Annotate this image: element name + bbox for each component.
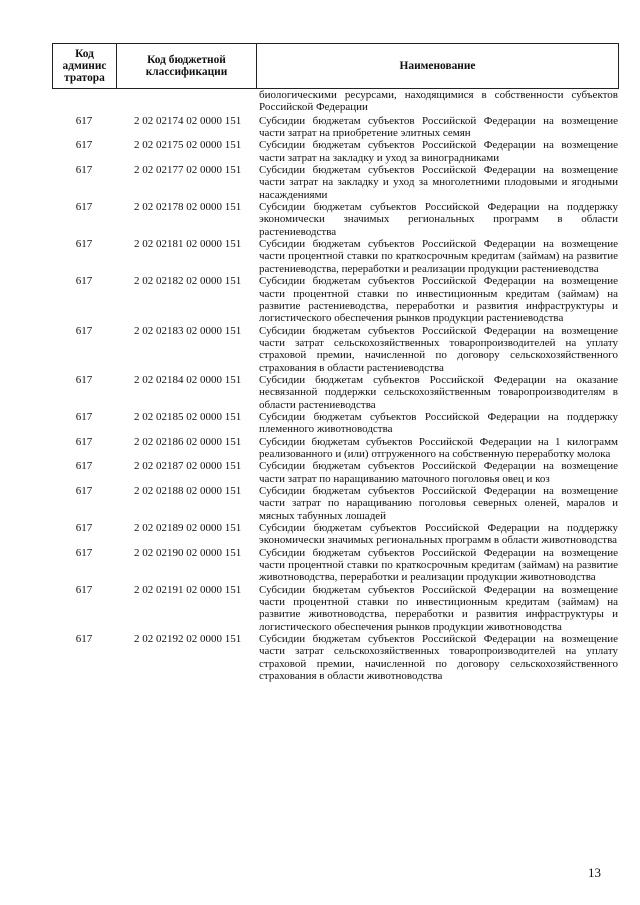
name-cell: Субсидии бюджетам субъектов Российской Федерации на возмещение части процентной ставки по краткосрочным кредитам (займам) на развитие растениеводства, переработки и реализации продукции растениеводства — [259, 238, 618, 275]
name-cell: Субсидии бюджетам субъектов Российской Федерации на оказание несвязанной поддержки сельскохозяйственным товаропроизводителям в области растениеводства — [259, 373, 618, 411]
table-row — [52, 325, 618, 374]
admin-code-cell: 617 — [75, 275, 93, 288]
table-row — [52, 201, 618, 238]
admin-code-cell: 617 — [75, 238, 93, 251]
table-row — [52, 460, 618, 485]
admin-code-cell: 617 — [75, 139, 93, 152]
admin-code-cell: 617 — [75, 164, 93, 177]
admin-code-cell: 617 — [75, 522, 93, 535]
table-row — [52, 374, 618, 411]
budget-code-cell: 2 02 02177 02 0000 151 — [134, 164, 242, 177]
table-row — [52, 164, 618, 201]
budget-code-cell: 2 02 02175 02 0000 151 — [134, 139, 242, 152]
table-row-continuation — [52, 89, 618, 115]
budget-code-cell: 2 02 02185 02 0000 151 — [134, 410, 242, 423]
name-cell: Субсидии бюджетам субъектов Российской Федерации на возмещение части затрат на закладку и уход за виноградниками — [259, 139, 618, 164]
name-cell: Субсидии бюджетам субъектов Российской Федерации на возмещение части затрат на приобретение элитных семян — [259, 114, 618, 140]
table-row — [52, 115, 618, 140]
admin-code-cell: 617 — [75, 633, 93, 646]
admin-code-cell: 617 — [75, 546, 93, 559]
table-header — [52, 43, 619, 89]
table-body — [52, 89, 618, 683]
name-cell: Субсидии бюджетам субъектов Российской Федерации на возмещение части процентной ставки по краткосрочным кредитам (займам) на развитие животноводства, переработки и реализации продукции животноводства — [259, 546, 618, 584]
admin-code-cell: 617 — [75, 201, 93, 214]
name-cell: Субсидии бюджетам субъектов Российской Федерации на возмещение части затрат сельскохозяйственных товаропроизводителей на уплату страховой премии, начисленной по договору сельскохозяйственного страхования в области животноводства — [259, 633, 618, 683]
admin-code-cell: 617 — [75, 583, 93, 596]
budget-code-cell: 2 02 02182 02 0000 151 — [134, 275, 242, 288]
admin-code-cell: 617 — [75, 435, 93, 448]
budget-code-cell: 2 02 02188 02 0000 151 — [134, 485, 242, 497]
budget-code-cell: 2 02 02192 02 0000 151 — [134, 633, 242, 646]
table-row — [52, 485, 618, 522]
budget-code-cell: 2 02 02190 02 0000 151 — [134, 546, 242, 559]
name-cell: Субсидии бюджетам субъектов Российской Федерации на возмещение части затрат сельскохозяйственных товаропроизводителей на уплату страховой премии, начисленной по договору сельскохозяйственного страхования в области растениеводства — [259, 324, 618, 374]
table-row — [52, 547, 618, 584]
admin-code-cell: 617 — [75, 114, 93, 127]
admin-code-cell: 617 — [75, 410, 93, 423]
admin-code-cell: 617 — [75, 485, 93, 497]
table-row — [52, 411, 618, 436]
budget-code-cell: 2 02 02191 02 0000 151 — [134, 583, 242, 596]
admin-code-cell: 617 — [75, 373, 93, 386]
admin-code-cell: 617 — [75, 460, 93, 473]
name-cell: Субсидии бюджетам субъектов Российской Федерации на возмещение части затрат на закладку и уход за многолетними плодовыми и ягодными насаждениями — [259, 164, 618, 201]
name-cell: Субсидии бюджетам субъектов Российской Федерации на 1 килограмм реализованного и (или) отгруженного на собственную переработку молока — [259, 435, 618, 460]
name-cell: Субсидии бюджетам субъектов Российской Федерации на возмещение части процентной ставки по инвестиционным кредитам (займам) на развитие животноводства, переработки и развития инфраструктуры и логистического обеспечения рынков продукции животноводства — [259, 583, 618, 633]
budget-code-cell: 2 02 02184 02 0000 151 — [134, 373, 242, 386]
name-cell: Субсидии бюджетам субъектов Российской Федерации на поддержку экономически значимых региональных программ в области растениеводства — [259, 201, 618, 238]
name-cell: Субсидии бюджетам субъектов Российской Федерации на поддержку экономически значимых региональных программ в области животноводства — [259, 522, 618, 547]
header-admin-code: Код админис тратора — [53, 44, 117, 89]
continuation-text: биологическими ресурсами, находящимися в собственности субъектов Российской Федерации — [259, 89, 618, 114]
header-name: Наименование — [257, 44, 619, 89]
table-row — [52, 584, 618, 633]
table-row — [52, 275, 618, 324]
header-budget-code: Код бюджетной классификации — [117, 44, 257, 89]
page-number: 13 — [588, 865, 601, 880]
name-cell: Субсидии бюджетам субъектов Российской Федерации на возмещение части процентной ставки по инвестиционным кредитам (займам) на развитие растениеводства, переработки и развития инфраструктуры и логистического обеспечения рынков продукции растениеводства — [259, 275, 618, 325]
budget-code-cell: 2 02 02181 02 0000 151 — [134, 238, 242, 251]
table-row — [52, 522, 618, 547]
budget-code-cell: 2 02 02178 02 0000 151 — [134, 201, 242, 214]
table-row — [52, 436, 618, 461]
name-cell: Субсидии бюджетам субъектов Российской Федерации на возмещение части затрат по наращиванию маточного поголовья овец и коз — [259, 460, 618, 485]
document-page — [52, 43, 618, 683]
budget-code-cell: 2 02 02174 02 0000 151 — [134, 114, 242, 127]
budget-code-cell: 2 02 02189 02 0000 151 — [134, 522, 242, 535]
admin-code-cell: 617 — [75, 324, 93, 337]
table-row — [52, 238, 618, 275]
budget-code-cell: 2 02 02183 02 0000 151 — [134, 324, 242, 337]
table-row — [52, 139, 618, 164]
table-row — [52, 633, 618, 682]
budget-code-cell: 2 02 02186 02 0000 151 — [134, 435, 242, 448]
budget-code-cell: 2 02 02187 02 0000 151 — [134, 460, 242, 473]
name-cell: Субсидии бюджетам субъектов Российской Федерации на возмещение части затрат по наращиванию поголовья северных оленей, маралов и мясных табунных лошадей — [259, 485, 618, 522]
name-cell: Субсидии бюджетам субъектов Российской Федерации на поддержку племенного животноводства — [259, 410, 618, 436]
